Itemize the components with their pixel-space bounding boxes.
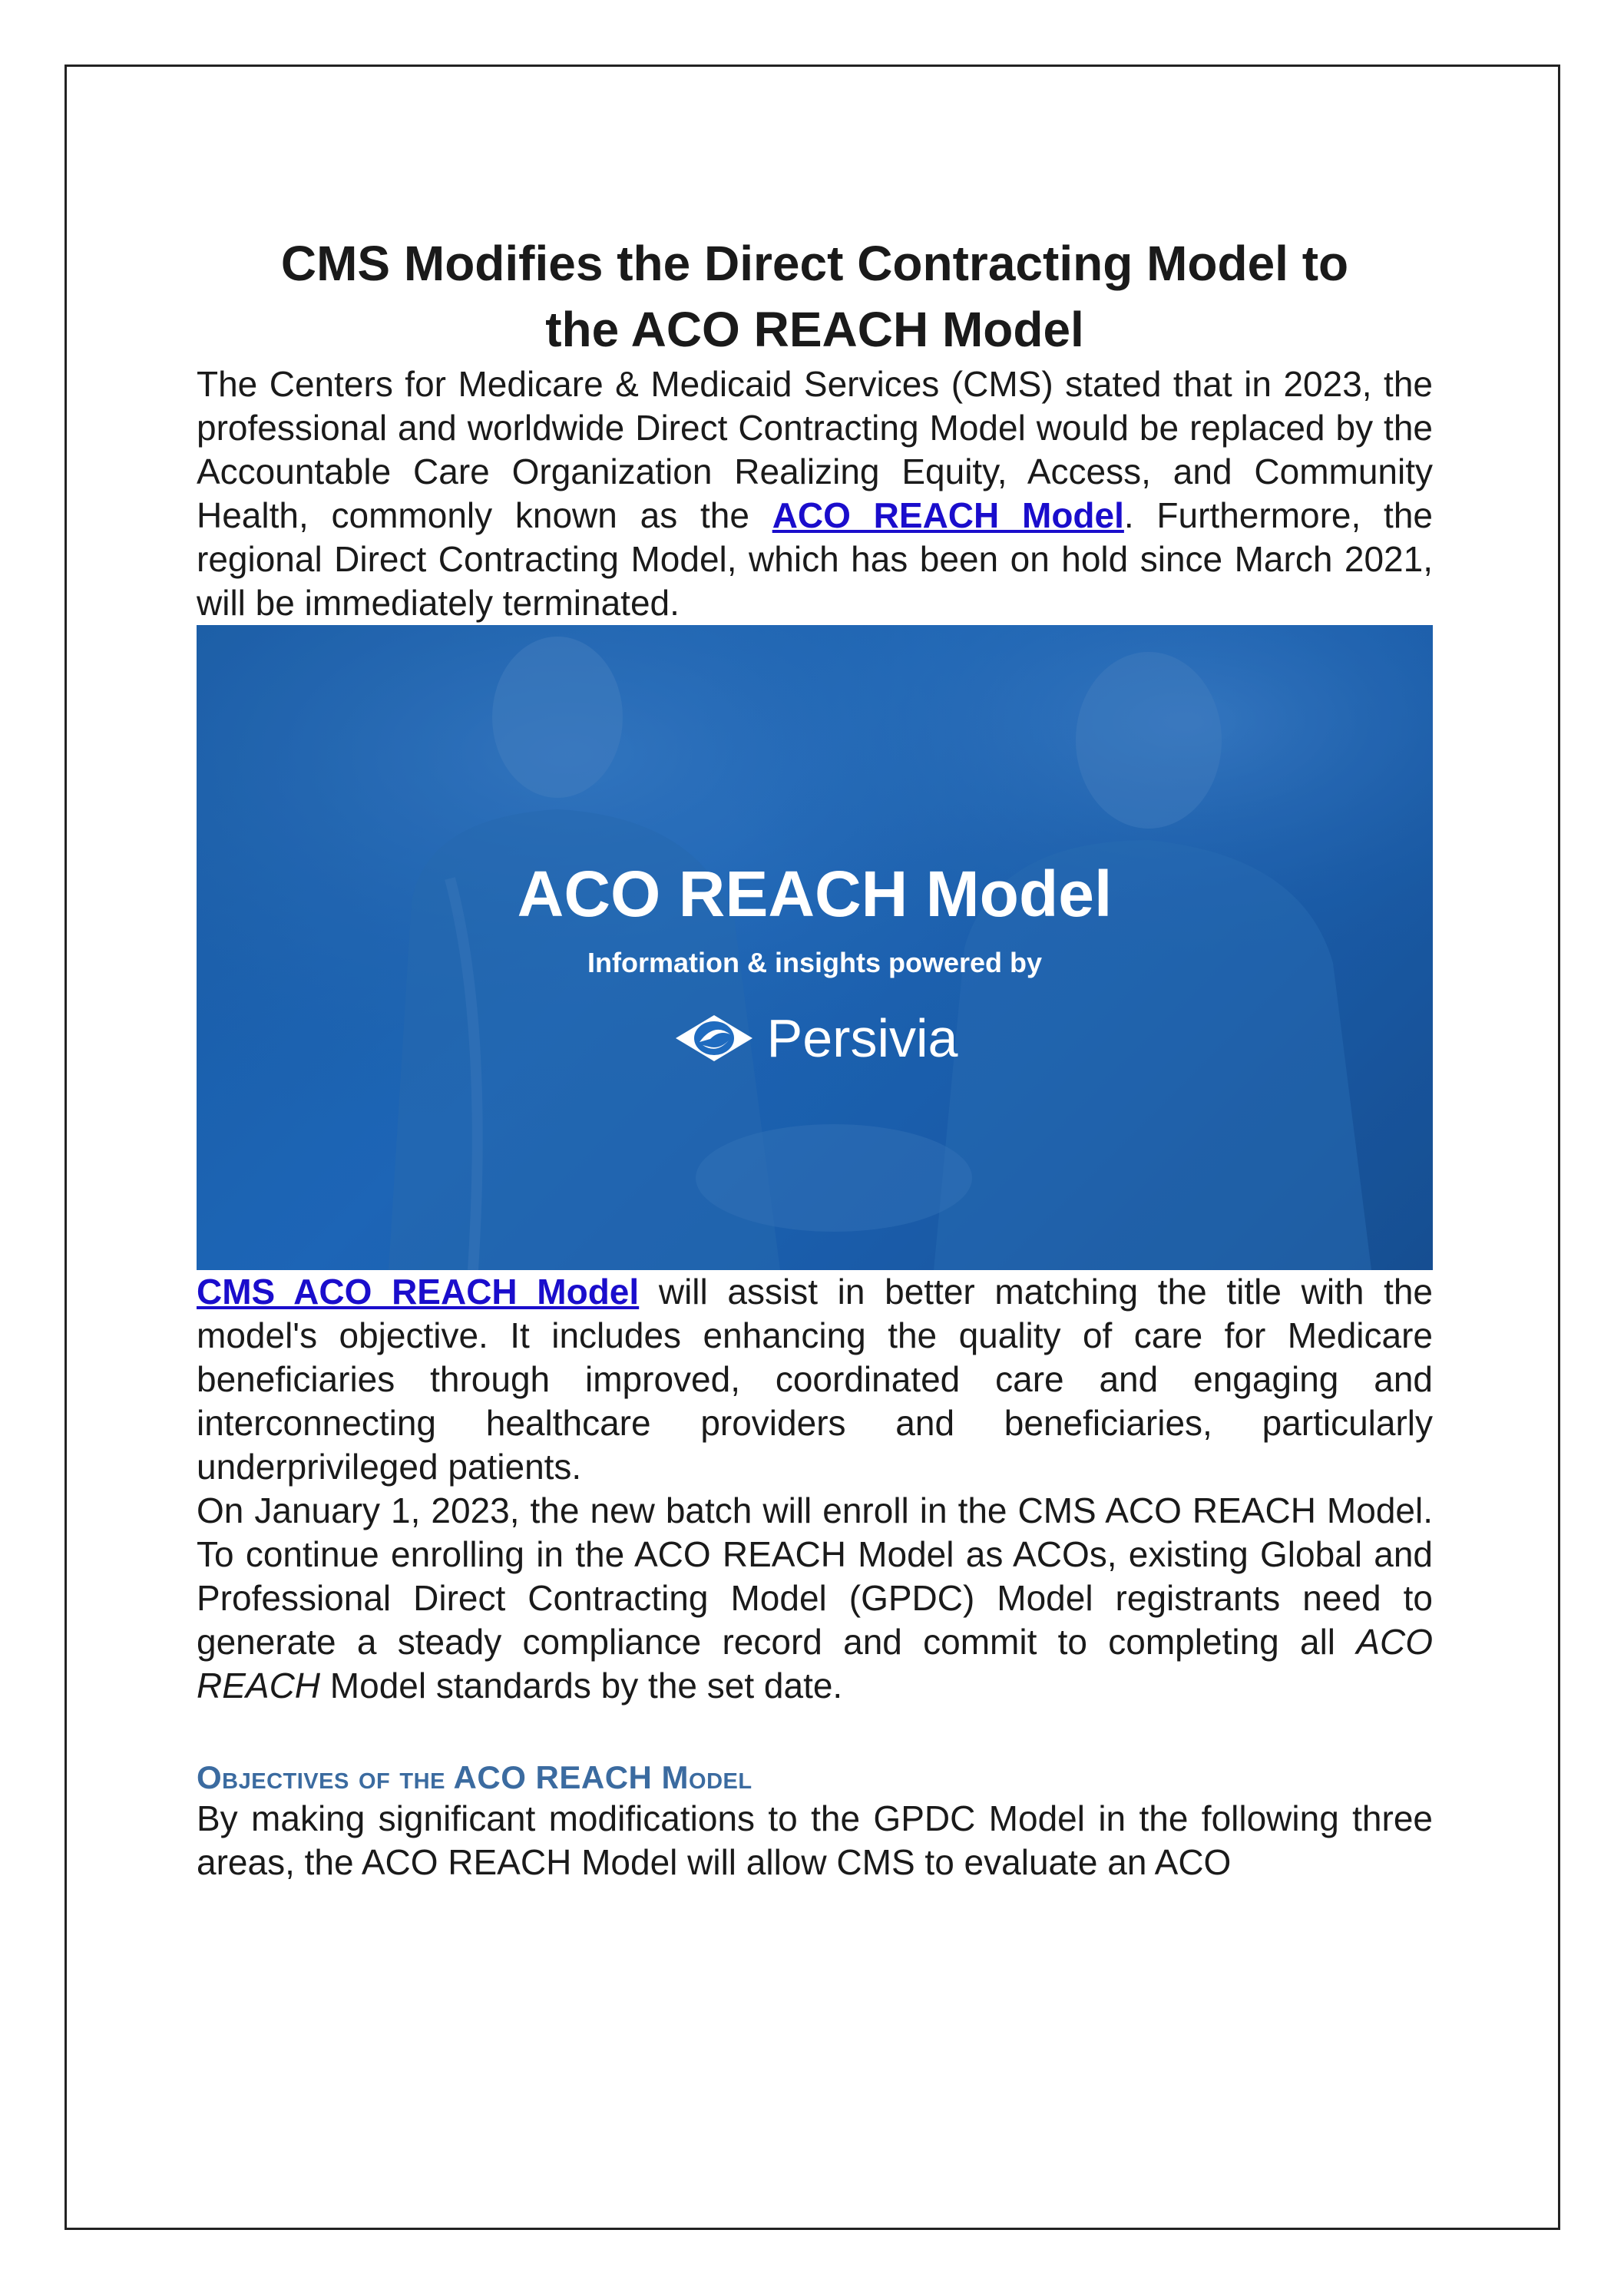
paragraph-3-text-1: On January 1, 2023, the new batch will enroll in the CMS ACO REACH Model. To continue enrolling in the ACO REACH Model as ACOs, existing Global and Professional Direct Contracting Model (GPDC) Model registrants need to generate a steady compliance record and commit to completing all (197, 1490, 1433, 1662)
intro-text-1: The Centers for Medicare & Medicaid Services (CMS) stated that in 2023, the professional and worldwide Direct Contracting Model would be replaced by the Accountable Care Organization Realizing Equity, Access, and Community Health, commonly known as the (197, 364, 1433, 535)
hero-subtitle: Information & insights powered by (587, 947, 1043, 978)
page-title (197, 230, 1433, 362)
aco-reach-model-link[interactable]: ACO REACH Model (772, 495, 1124, 535)
cms-aco-reach-model-link[interactable]: CMS ACO REACH Model (197, 1272, 640, 1312)
document-content (197, 230, 1433, 1884)
paragraph-2-text: will assist in better matching the title with the model's objective. It includes enhancing the quality of care for Medicare beneficiaries through improved, coordinated care and engaging and interconnecting healthcare providers and beneficiaries, particularly underprivileged patients. (197, 1272, 1434, 1487)
hero-banner-image (197, 625, 1433, 1270)
paragraph-4: By making significant modifications to the GPDC Model in the following three areas, the ACO REACH Model will allow CMS to evaluate an ACO (197, 1798, 1433, 1882)
hero-title: ACO REACH Model (517, 858, 1113, 930)
intro-paragraph (197, 362, 1433, 625)
brand-name: Persivia (766, 1008, 958, 1068)
persivia-brand (197, 1007, 1433, 1069)
section-heading: Objectives of the ACO REACH Model (197, 1759, 752, 1795)
title-line-2: the ACO REACH Model (545, 302, 1084, 357)
paragraph-3 (197, 1489, 1433, 1708)
title-line-1: CMS Modifies the Direct Contracting Model to (280, 236, 1349, 291)
persivia-logo-icon (672, 1011, 756, 1065)
paragraph-2 (197, 1270, 1433, 1489)
paragraph-3-italic: ACO REACH (197, 1622, 1433, 1705)
paragraph-3-text-2: Model standards by the set date. (320, 1666, 843, 1705)
intro-text-2: . Furthermore, the regional Direct Contracting Model, which has been on hold since March 2021, will be immediately terminated. (197, 495, 1433, 623)
